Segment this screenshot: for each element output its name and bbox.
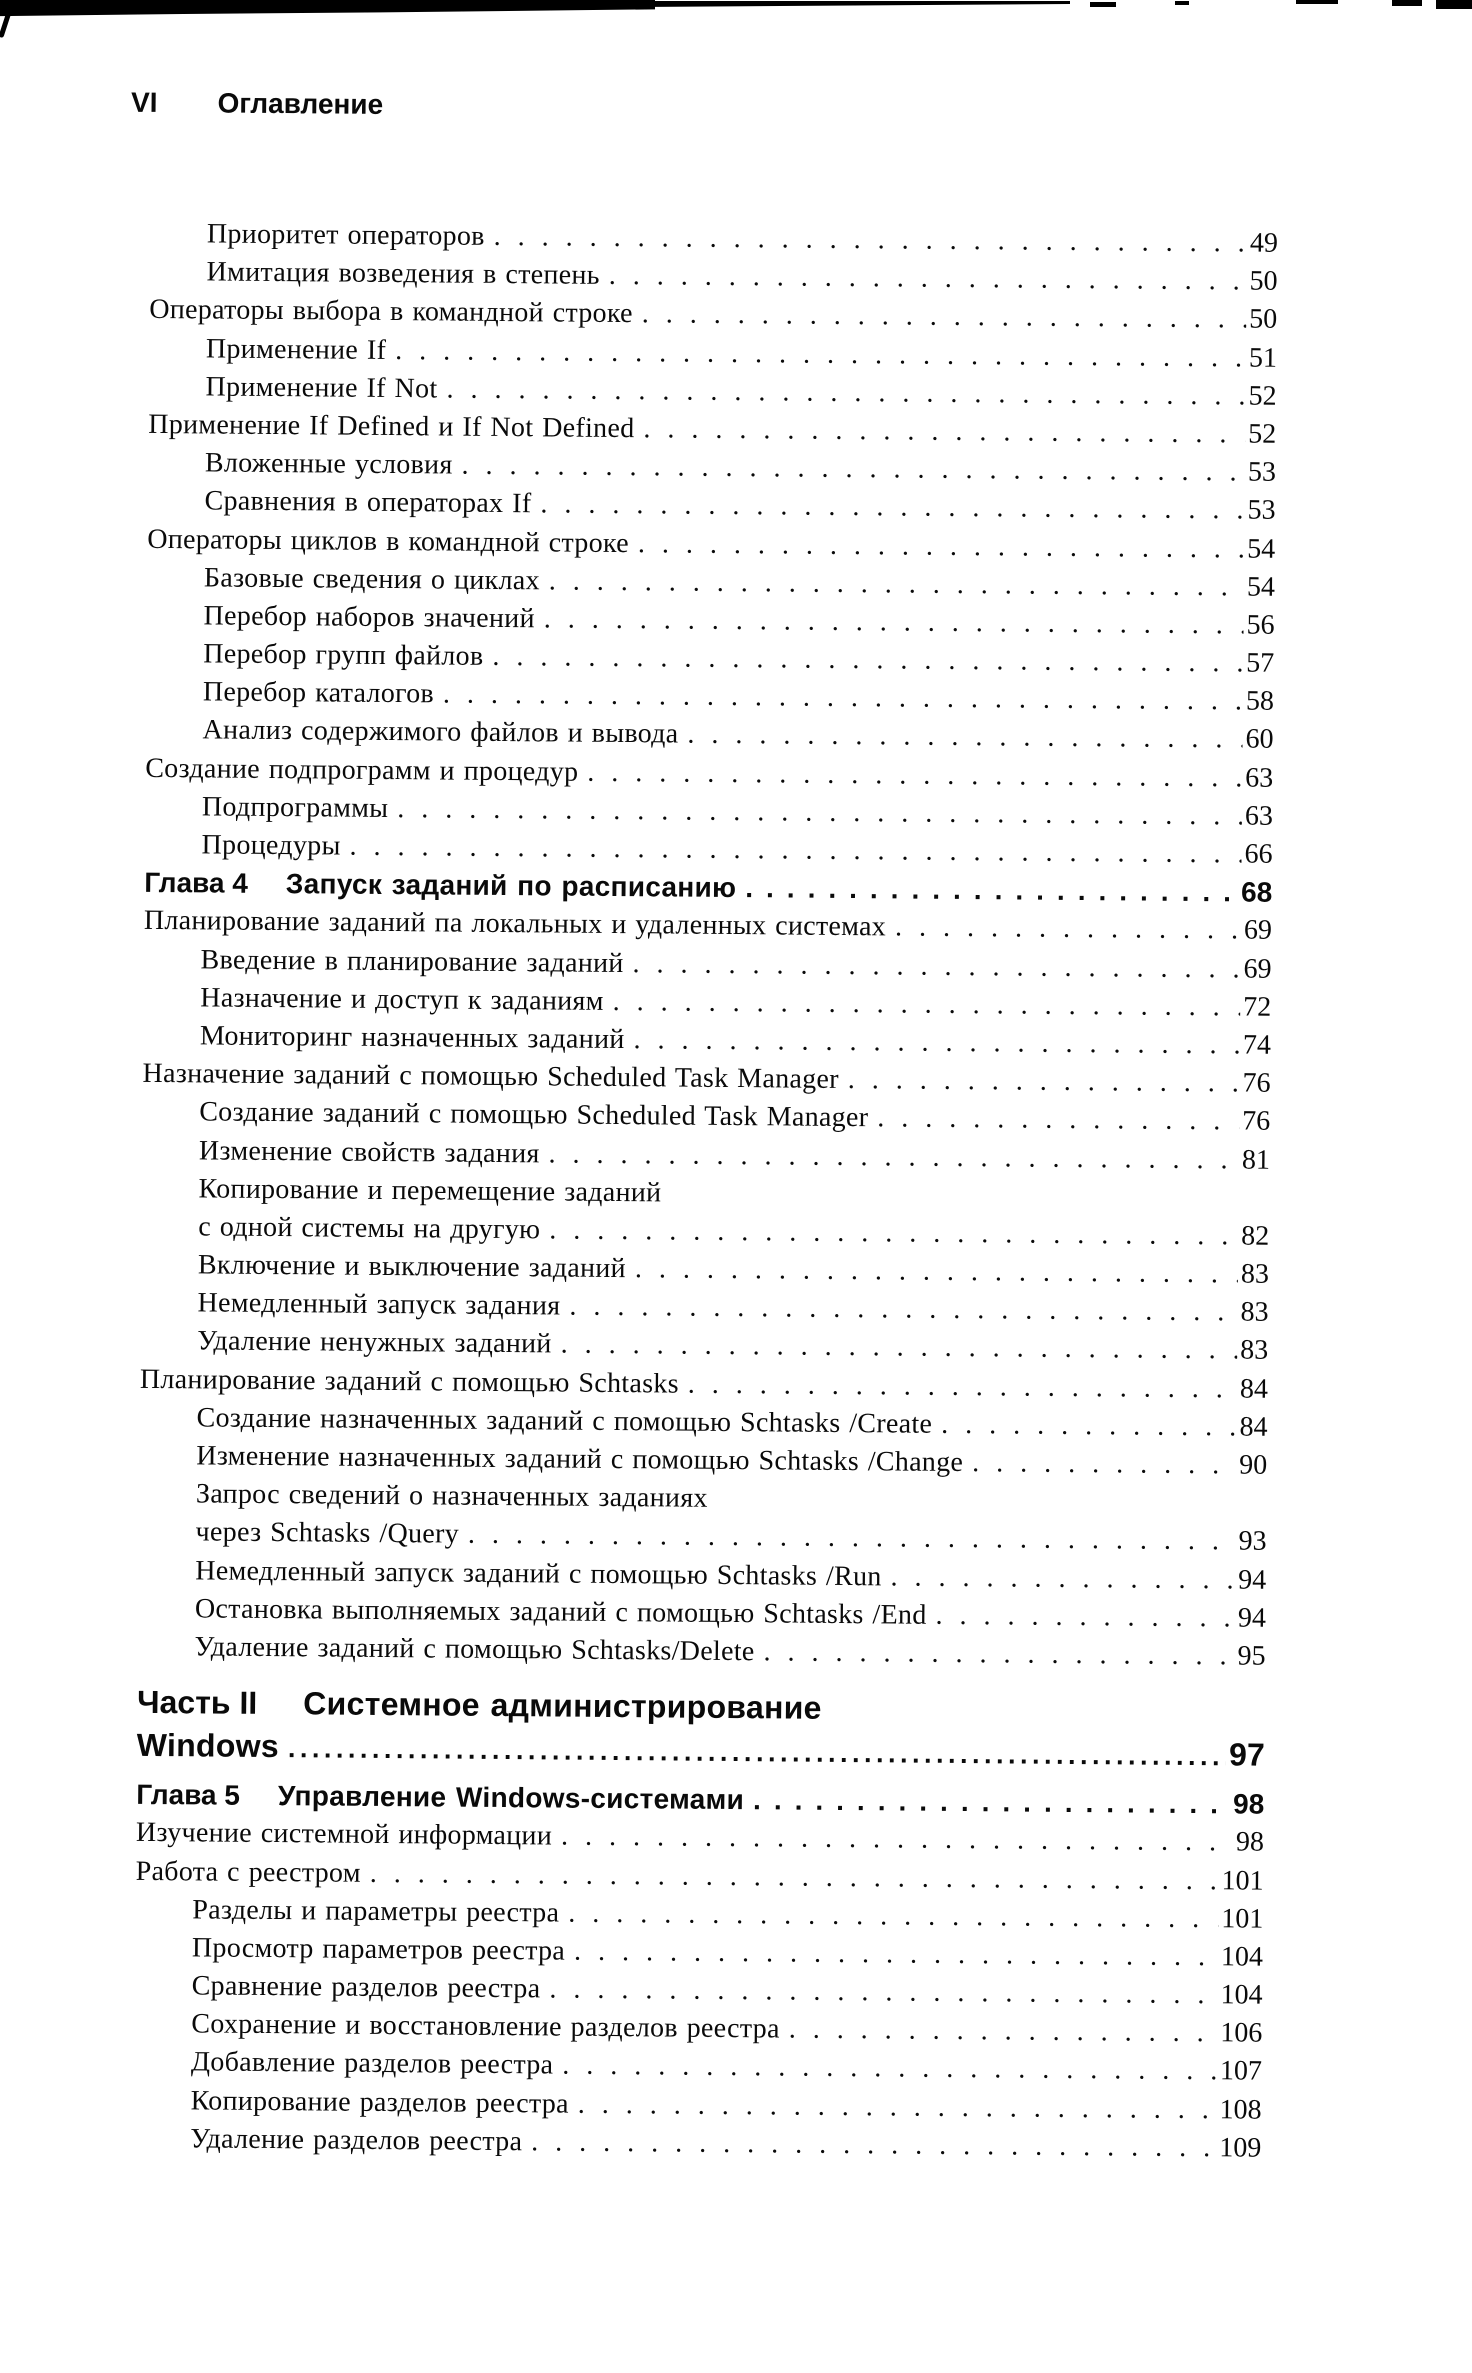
toc-entry-page-number: 58 <box>1245 685 1275 717</box>
toc-entry-label: Добавление разделов реестра <box>190 2046 554 2081</box>
toc-entry-label: Базовые сведения о циклах <box>203 562 540 596</box>
toc-entry-page-number: 53 <box>1247 494 1276 527</box>
dot-leader <box>540 486 1244 530</box>
toc-entry-page-number: 68 <box>1240 876 1273 908</box>
dot-leader <box>549 1971 1218 2015</box>
toc-entry-page-number: 101 <box>1221 1864 1264 1897</box>
dot-leader <box>569 1288 1238 1332</box>
dot-leader <box>562 2047 1217 2091</box>
dot-leader <box>492 638 1243 683</box>
dot-leader <box>544 600 1244 644</box>
toc-entry-label: Применение If Not <box>205 371 438 405</box>
dot-leader <box>745 869 1238 912</box>
toc-entry-label: Копирование разделов реестра <box>190 2084 569 2120</box>
dot-leader <box>531 2123 1216 2167</box>
toc-entry-page-number: 69 <box>1243 914 1273 947</box>
dot-leader <box>609 257 1247 301</box>
toc-entry-label: Немедленный запуск заданий с помощью Schtasks /Run <box>195 1554 882 1592</box>
toc-entry-label: Применение If <box>205 332 387 366</box>
toc-entry-label: Windows <box>136 1726 280 1765</box>
toc-entry-label: Назначение заданий с помощью Scheduled Task Manager <box>142 1057 839 1096</box>
dot-leader <box>890 1558 1235 1599</box>
toc-entry-page-number: 52 <box>1248 380 1277 412</box>
toc-entry-page-number: 82 <box>1241 1220 1270 1252</box>
toc-entry-page-number: 83 <box>1240 1296 1269 1328</box>
toc-entry-label: Мониторинг назначенных заданий <box>199 1020 625 1056</box>
dot-leader <box>877 1100 1239 1141</box>
toc-entry-label: Операторы циклов в командной строке <box>147 523 630 559</box>
section-prefix: Глава 4 <box>144 867 249 899</box>
dot-leader <box>642 296 1247 339</box>
dot-leader <box>688 1365 1237 1408</box>
toc-entry-page-number: 60 <box>1245 723 1274 756</box>
toc-entry-label: Удаление ненужных заданий <box>197 1325 552 1360</box>
folio-page-number: VI <box>130 86 158 118</box>
dot-leader <box>753 1781 1230 1823</box>
dot-leader <box>789 2011 1218 2053</box>
dot-leader <box>288 1725 1227 1778</box>
toc-entry-label: Применение If Defined и If Not Defined <box>148 408 635 445</box>
toc-entry-label: Планирование заданий с помощью Schtasks <box>139 1363 679 1400</box>
toc-entry-page-number: 74 <box>1242 1029 1272 1061</box>
toc-entry-label: Разделы и параметры реестра <box>192 1894 560 1929</box>
toc-entry-page-number: 83 <box>1240 1334 1269 1367</box>
toc-entry-page-number: 97 <box>1228 1736 1265 1773</box>
toc-entry-label: Копирование и перемещение заданий <box>198 1173 662 1209</box>
dot-leader <box>549 1211 1238 1255</box>
toc-entry-label: Назначение и доступ к заданиям <box>200 982 604 1017</box>
toc-entry-page-number: 52 <box>1248 418 1277 450</box>
dot-leader <box>613 983 1241 1027</box>
toc-entry-page-number: 50 <box>1249 265 1278 297</box>
toc-entry-label: Работа с реестром <box>135 1855 361 1889</box>
toc-entry-page-number: 63 <box>1244 800 1274 832</box>
toc-entry-label: Системное администрирование <box>303 1685 822 1726</box>
toc-entry-label: Запуск заданий по расписанию <box>285 868 737 904</box>
toc-part-row <box>137 1724 1265 1777</box>
toc-entry-page-number: 54 <box>1246 571 1276 603</box>
toc-entry-label: Запрос сведений о назначенных заданиях <box>195 1478 708 1514</box>
toc-entry-page-number: 51 <box>1248 342 1278 374</box>
scan-artifact-speck <box>1296 0 1338 4</box>
toc-entry-label: Просмотр параметров реестра <box>191 1932 566 1967</box>
dot-leader <box>638 525 1245 568</box>
dot-leader <box>549 562 1244 606</box>
toc-entry-page-number: 84 <box>1239 1373 1269 1405</box>
toc-entry-page-number: 90 <box>1239 1449 1268 1481</box>
toc-entry-page-number: 95 <box>1237 1640 1266 1672</box>
dot-leader <box>972 1444 1236 1485</box>
toc-entry-label: Создание подпрограмм и процедур <box>145 752 579 788</box>
toc-entry-label: Сравнение разделов реестра <box>191 1970 541 2005</box>
dot-leader <box>587 753 1242 797</box>
toc-entry-page-number: 83 <box>1240 1258 1270 1290</box>
toc-entry-label: Изменение назначенных заданий с помощью Schtasks /Change <box>196 1440 964 1479</box>
toc-entry-page-number: 109 <box>1219 2132 1262 2164</box>
toc-entry-page-number: 69 <box>1243 953 1272 985</box>
dot-leader <box>643 410 1245 453</box>
running-head <box>131 87 383 121</box>
toc-entry-page-number: 106 <box>1220 2017 1263 2049</box>
toc-entry-page-number: 94 <box>1238 1564 1267 1596</box>
dot-leader <box>468 1516 1236 1561</box>
toc-entry-label: Изучение системной информации <box>135 1817 553 1852</box>
dot-leader <box>941 1406 1237 1447</box>
toc-entry-page-number: 93 <box>1238 1525 1267 1558</box>
toc-entry-label: с одной системы на другую <box>198 1211 541 1246</box>
toc-entry-page-number: 101 <box>1221 1902 1264 1935</box>
toc-entry-page-number: 76 <box>1242 1067 1271 1099</box>
dot-leader <box>548 1135 1239 1179</box>
dot-leader <box>633 1021 1240 1064</box>
toc-entry-page-number: 81 <box>1241 1143 1271 1176</box>
toc-entry-page-number: 63 <box>1245 762 1274 794</box>
toc-entry-page-number: 76 <box>1242 1105 1271 1138</box>
toc-entry-page-number: 54 <box>1247 532 1276 565</box>
section-prefix: Часть II <box>136 1683 258 1722</box>
toc-entry-label: Создание заданий с помощью Scheduled Task Manager <box>199 1096 869 1134</box>
toc-entry-page-number: 56 <box>1246 609 1275 641</box>
toc-entry-label: через Schtasks /Query <box>195 1516 460 1551</box>
toc-entry-page-number: 50 <box>1249 303 1278 336</box>
toc-entry-label: Немедленный запуск задания <box>197 1287 561 1322</box>
toc-entry-label: Перебор групп файлов <box>203 638 484 672</box>
dot-leader <box>574 1933 1218 1977</box>
toc-entry-label: Сравнения в операторах If <box>204 485 532 520</box>
dot-leader <box>561 1818 1233 1862</box>
toc-entry-label: Удаление заданий с помощью Schtasks/Delete <box>194 1631 755 1668</box>
dot-leader <box>560 1326 1237 1370</box>
toc-entry-label: Включение и выключение заданий <box>197 1249 627 1285</box>
toc-entry-page-number: 104 <box>1220 1941 1264 1973</box>
toc-entry-page-number: 53 <box>1247 456 1277 488</box>
toc-list <box>133 215 1278 2168</box>
dot-leader <box>494 218 1248 263</box>
toc-entry-label: Приоритет операторов <box>206 218 485 252</box>
toc-entry-page-number: 104 <box>1220 1979 1263 2011</box>
dot-leader <box>632 945 1240 989</box>
dot-leader <box>763 1633 1234 1675</box>
toc-entry-page-number: 98 <box>1235 1826 1265 1858</box>
toc-entry-label: Перебор наборов значений <box>203 600 535 635</box>
dot-leader <box>687 716 1242 759</box>
toc-entry-label: Подпрограммы <box>201 791 389 824</box>
toc-entry-label: Операторы выбора в командной строке <box>149 294 633 330</box>
toc-entry-label: Управление Windows-системами <box>277 1780 745 1816</box>
toc-entry-label: Создание назначенных заданий с помощью Schtasks /Create <box>196 1402 933 1440</box>
dot-leader <box>895 909 1241 950</box>
toc-entry-page-number: 72 <box>1243 991 1272 1023</box>
dot-leader <box>848 1061 1240 1103</box>
toc-entry-label: Введение в планирование заданий <box>200 943 624 979</box>
page-title: Оглавление <box>217 87 384 120</box>
toc-entry-page-number: 49 <box>1249 227 1279 259</box>
dot-leader <box>568 1894 1218 1938</box>
toc-entry-page-number: 107 <box>1219 2055 1263 2088</box>
toc-entry-label: Вложенные условия <box>204 447 453 481</box>
toc-entry-page-number: 108 <box>1219 2093 1262 2126</box>
toc-entry-label: Изменение свойств задания <box>198 1134 540 1169</box>
section-prefix: Глава 5 <box>136 1778 241 1811</box>
toc-entry-label: Сохранение и восстановление разделов реестра <box>191 2008 780 2045</box>
toc-entry-label: Удаление разделов реестра <box>190 2123 523 2158</box>
dot-leader <box>578 2085 1217 2129</box>
dot-leader <box>635 1250 1238 1293</box>
toc-entry-page-number: 57 <box>1246 647 1275 679</box>
toc-entry-label: Остановка выполняемых заданий с помощью Schtasks /End <box>194 1593 927 1631</box>
toc-entry-page-number: 94 <box>1237 1602 1267 1634</box>
toc-entry-page-number: 84 <box>1239 1411 1268 1443</box>
toc-entry-label: Планирование заданий па локальных и удаленных системах <box>143 905 887 943</box>
toc-entry-label: Имитация возведения в степень <box>206 256 600 292</box>
toc-entry-page-number: 66 <box>1244 838 1273 870</box>
toc-entry-page-number: 98 <box>1232 1788 1265 1820</box>
toc-entry-label: Анализ содержимого файлов и вывода <box>202 714 679 750</box>
dot-leader <box>935 1597 1235 1638</box>
toc-entry-label: Перебор каталогов <box>202 676 435 710</box>
toc-entry-label: Процедуры <box>201 829 341 862</box>
